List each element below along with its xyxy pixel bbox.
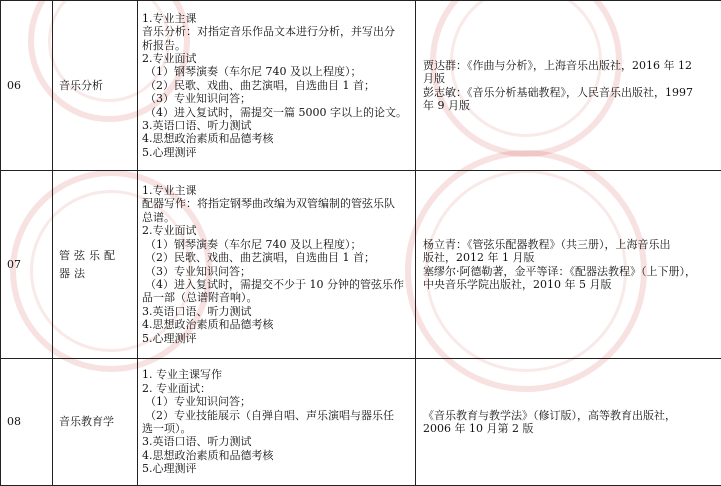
requirement-line: 选一项）。 — [142, 422, 410, 435]
requirement-line: 3.英语口语、听力测试 — [142, 435, 410, 448]
reference-books — [416, 1, 721, 171]
requirement-line: （1）钢琴演奏（车尔尼 740 及以上程度）； — [142, 238, 410, 251]
table-row — [1, 1, 721, 171]
requirement-line: 4.思想政治素质和品德考核 — [142, 318, 410, 331]
program-name: 音乐教育学 — [53, 359, 138, 486]
reference-line: 塞缪尔·阿德勒著，金平等译：《配器法教程》（上下册）， — [423, 265, 717, 278]
reference-books — [416, 171, 721, 359]
requirement-line: 4.思想政治素质和品德考核 — [142, 132, 410, 145]
reference-books — [416, 359, 721, 486]
requirement-line: 品一部（总谱附音响）。 — [142, 291, 410, 304]
requirement-line: （4）进入复试时，需提交一篇 5000 字以上的论文。 — [142, 106, 410, 119]
requirement-line: （2）民歌、戏曲、曲艺演唱，自选曲目 1 首； — [142, 251, 410, 264]
requirement-line: （1）专业知识问答； — [142, 395, 410, 408]
requirement-line: 总谱。 — [142, 211, 410, 224]
program-name — [53, 171, 138, 359]
reference-line: 杨立青：《管弦乐配器教程》（共三册），上海音乐出 — [423, 238, 717, 251]
requirement-line: 1. 专业主课写作 — [142, 368, 410, 381]
requirement-line: （2）民歌、戏曲、曲艺演唱，自选曲目 1 首； — [142, 79, 410, 92]
requirement-line: 音乐分析：对指定音乐作品文本进行分析，并写出分 — [142, 25, 410, 38]
requirement-line: 配器写作：将指定钢琴曲改编为双管编制的管弦乐队 — [142, 197, 410, 210]
exam-requirements — [138, 171, 416, 359]
requirement-line: 2.专业面试 — [142, 52, 410, 65]
table-row — [1, 359, 721, 486]
requirement-line: 1.专业主课 — [142, 184, 410, 197]
requirement-line: 4.思想政治素质和品德考核 — [142, 449, 410, 462]
exam-requirements — [138, 359, 416, 486]
requirement-line: 析报告。 — [142, 39, 410, 52]
program-name: 音乐分析 — [53, 1, 138, 171]
reference-line: 贾达群：《作曲与分析》，上海音乐出版社，2016 年 12 — [423, 59, 717, 72]
requirement-line: 5.心理测评 — [142, 146, 410, 159]
requirement-line: （2）专业技能展示（自弹自唱、声乐演唱与器乐任 — [142, 409, 410, 422]
program-code: 07 — [1, 171, 53, 359]
reference-line: 2006 年 10 月第 2 版 — [423, 422, 717, 435]
requirement-line: 1.专业主课 — [142, 12, 410, 25]
reference-line: 《音乐教育与教学法》（修订版），高等教育出版社， — [423, 409, 717, 422]
requirement-line: （3）专业知识问答； — [142, 265, 410, 278]
reference-line: 版社，2012 年 1 月版 — [423, 251, 717, 264]
program-code: 08 — [1, 359, 53, 486]
requirement-line: （1）钢琴演奏（车尔尼 740 及以上程度）； — [142, 65, 410, 78]
requirement-line: 3.英语口语、听力测试 — [142, 305, 410, 318]
reference-line: 年 9 月版 — [423, 99, 717, 112]
requirement-line: 3.英语口语、听力测试 — [142, 119, 410, 132]
table-row — [1, 171, 721, 359]
requirement-line: 5.心理测评 — [142, 332, 410, 345]
program-code: 06 — [1, 1, 53, 171]
requirement-line: 2. 专业面试： — [142, 382, 410, 395]
requirement-line: 2.专业面试 — [142, 224, 410, 237]
exam-requirements — [138, 1, 416, 171]
program-name-text: 管弦乐配器法 — [59, 247, 133, 283]
reference-line: 中央音乐学院出版社，2010 年 5 月版 — [423, 278, 717, 291]
requirement-line: （3）专业知识问答； — [142, 92, 410, 105]
reference-line: 月版 — [423, 72, 717, 85]
requirement-line: 5.心理测评 — [142, 462, 410, 475]
requirement-line: （4）进入复试时，需提交不少于 10 分钟的管弦乐作 — [142, 278, 410, 291]
reference-line: 彭志敏：《音乐分析基础教程》，人民音乐出版社，1997 — [423, 86, 717, 99]
